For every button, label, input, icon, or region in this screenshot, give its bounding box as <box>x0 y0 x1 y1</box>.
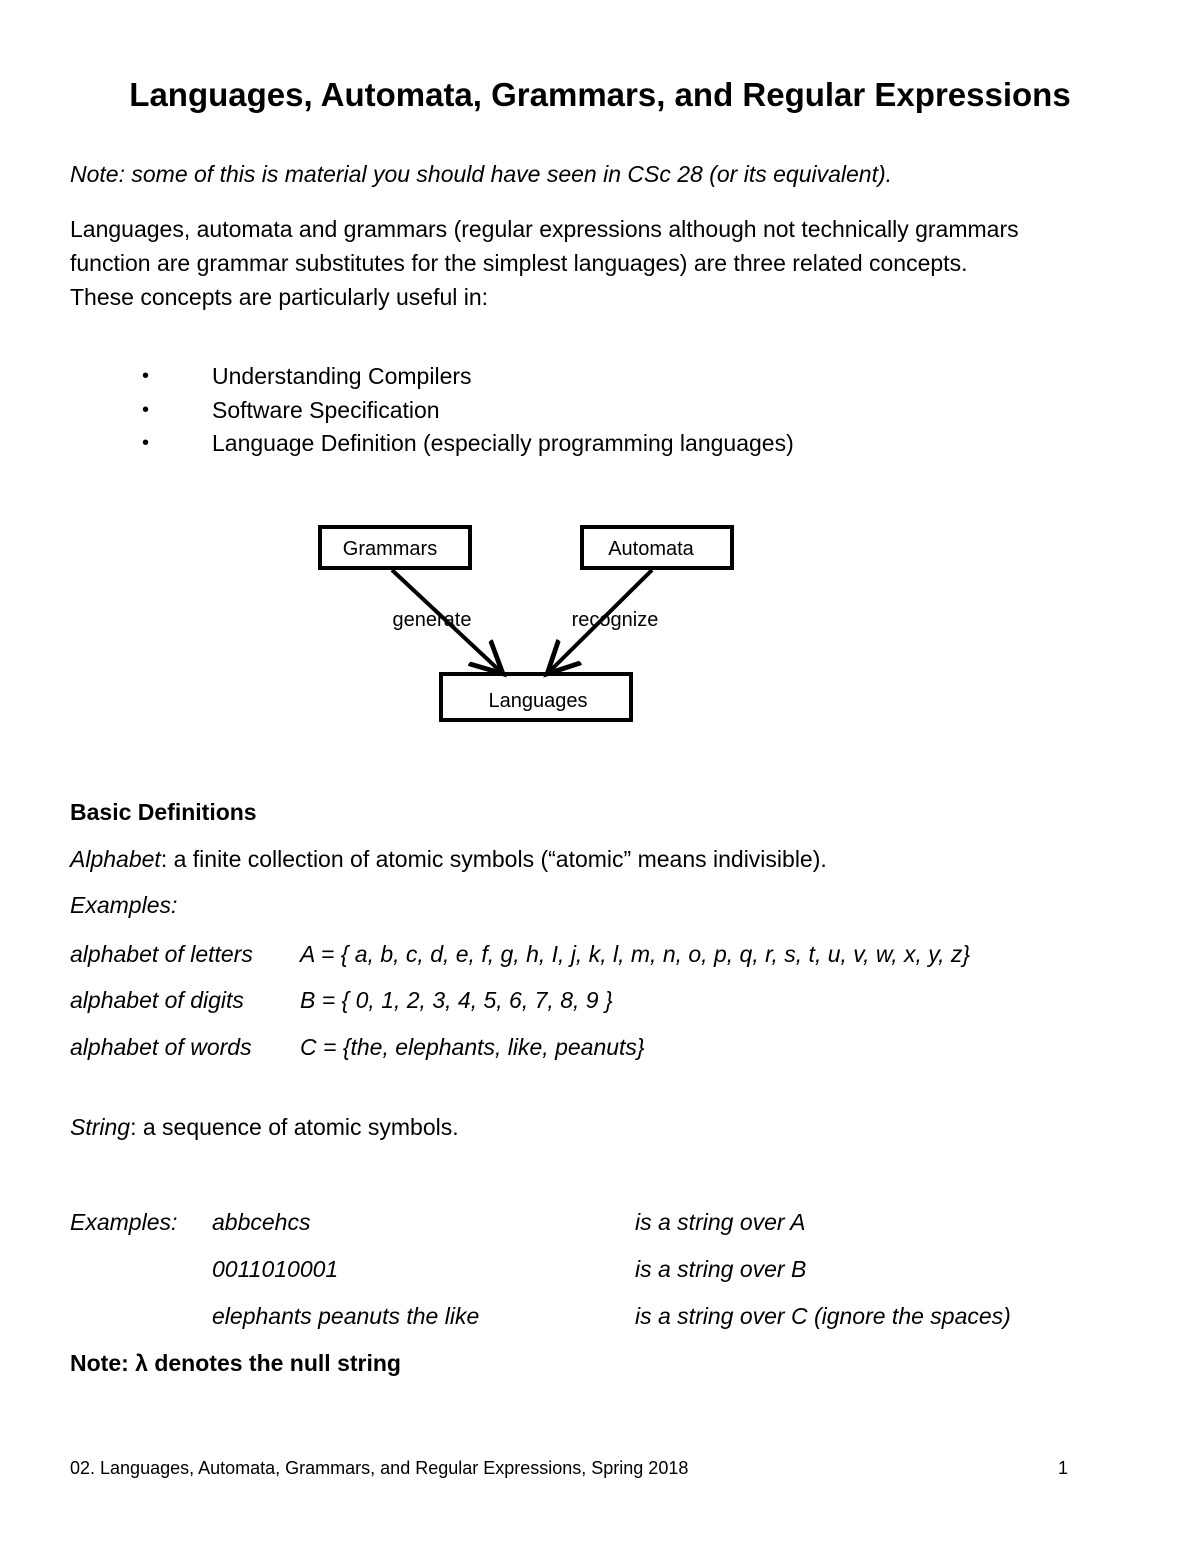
string-example-desc: is a string over B <box>635 1256 807 1282</box>
page-title: Languages, Automata, Grammars, and Regular Expressions <box>129 76 1071 113</box>
page-number: 1 <box>1058 1458 1069 1478</box>
string-example-value: 0011010001 <box>212 1256 339 1282</box>
recognize-label: recognize <box>571 609 659 631</box>
automata-label: Automata <box>608 538 694 560</box>
alphabet-definition <box>70 842 827 876</box>
generate-label: generate <box>392 609 472 631</box>
string-def: : a sequence of atomic symbols. <box>130 1114 459 1140</box>
bullet-text: Software Specification <box>212 397 440 423</box>
intro-line-1: Languages, automata and grammars (regular expressions although not technically grammars <box>70 216 1019 242</box>
string-term: String <box>70 1114 131 1140</box>
grammars-label: Grammars <box>342 538 438 560</box>
bullet-icon: • <box>142 399 150 421</box>
alphabet-label: alphabet of letters <box>70 941 253 967</box>
bullet-icon: • <box>142 365 150 387</box>
alphabet-value: A = { a, b, c, d, e, f, g, h, I, j, k, l, m, n, o, p, q, r, s, t, u, v, w, x, y, z} <box>300 941 971 967</box>
bullet-text: Language Definition (especially programming languages) <box>212 430 794 456</box>
page-footer: 02. Languages, Automata, Grammars, and Regular Expressions, Spring 2018 <box>70 1458 689 1478</box>
alphabet-label: alphabet of words <box>70 1034 252 1060</box>
alphabet-label: alphabet of digits <box>70 987 244 1013</box>
alphabet-term: Alphabet <box>70 846 161 872</box>
string-examples-label: Examples: <box>70 1209 178 1235</box>
alphabet-value: C = {the, elephants, like, peanuts} <box>300 1034 645 1060</box>
alphabet-def: : a finite collection of atomic symbols (“atomic” means indivisible). <box>160 846 827 872</box>
concept-diagram <box>0 0 1200 760</box>
languages-label: Languages <box>488 690 588 712</box>
string-example-value: elephants peanuts the like <box>212 1303 480 1329</box>
intro-note: Note: some of this is material you should have seen in CSc 28 (or its equivalent). <box>70 161 893 187</box>
intro-line-3: These concepts are particularly useful in: <box>70 284 489 310</box>
string-definition <box>70 1110 459 1144</box>
string-example-desc: is a string over A <box>635 1209 806 1235</box>
bullet-text: Understanding Compilers <box>212 363 472 389</box>
string-example-value: abbcehcs <box>212 1209 311 1235</box>
intro-line-2: function are grammar substitutes for the simplest languages) are three related concepts. <box>70 250 968 276</box>
examples-label: Examples: <box>70 892 178 918</box>
basic-definitions-heading: Basic Definitions <box>70 799 257 825</box>
alphabet-value: B = { 0, 1, 2, 3, 4, 5, 6, 7, 8, 9 } <box>300 987 613 1013</box>
string-example-desc: is a string over C (ignore the spaces) <box>635 1303 1011 1329</box>
null-string-note: Note: λ denotes the null string <box>70 1350 401 1376</box>
bullet-icon: • <box>142 432 150 454</box>
